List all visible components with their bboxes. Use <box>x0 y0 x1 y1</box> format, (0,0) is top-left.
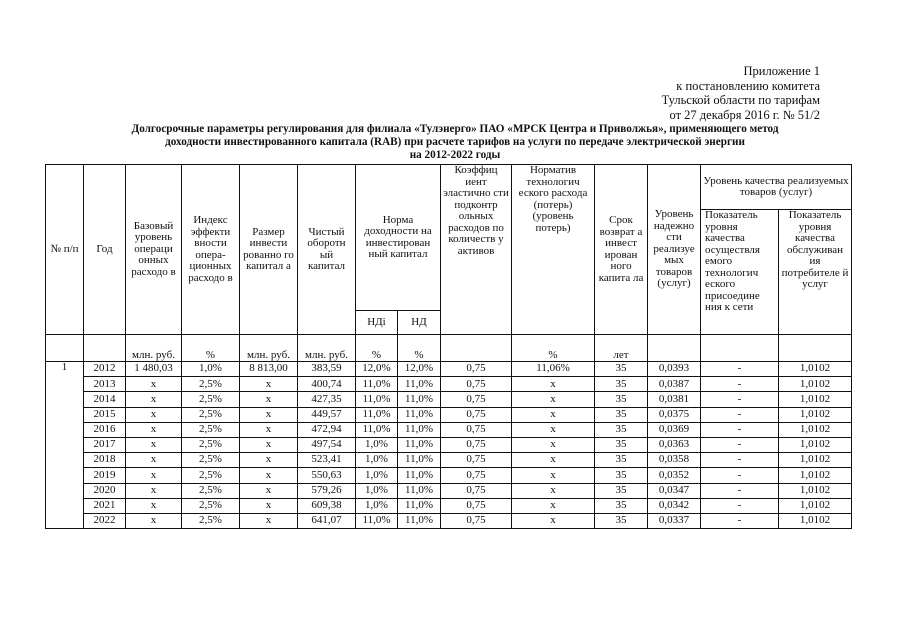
table-cell: x <box>512 392 595 407</box>
table-cell: 0,75 <box>441 392 512 407</box>
table-cell: 0,75 <box>441 422 512 437</box>
header-return-period: Срок возврат а инвест ирован ного капита ла <box>595 165 648 335</box>
table-cell: x <box>126 392 182 407</box>
table-cell: 1,0102 <box>779 377 852 392</box>
header-base-costs: Базовый уровень операци онных расходо в <box>126 165 182 335</box>
table-cell: 2,5% <box>182 498 240 513</box>
header-year: Год <box>84 165 126 335</box>
table-cell: 1,0102 <box>779 392 852 407</box>
table-cell: 2,5% <box>182 513 240 528</box>
header-ndi: НДі <box>356 311 398 335</box>
table-cell: 0,0393 <box>648 362 701 377</box>
table-cell: 1,0102 <box>779 362 852 377</box>
table-cell: 0,0381 <box>648 392 701 407</box>
table-cell: x <box>240 392 298 407</box>
table-cell: x <box>126 468 182 483</box>
table-cell: x <box>126 437 182 452</box>
table-cell: 383,59 <box>298 362 356 377</box>
table-cell: x <box>126 513 182 528</box>
table-cell: 0,75 <box>441 513 512 528</box>
table-row <box>46 437 852 452</box>
unit-nd: % <box>398 335 441 362</box>
header-efficiency-index: Индекс эффекти вности опера- ционных расходо в <box>182 165 240 335</box>
table-cell: 35 <box>595 392 648 407</box>
table-row <box>46 513 852 528</box>
table-body <box>46 362 852 529</box>
table-cell: 0,0369 <box>648 422 701 437</box>
table-cell: 35 <box>595 453 648 468</box>
unit-return-period: лет <box>595 335 648 362</box>
table-row <box>46 392 852 407</box>
table-cell: - <box>701 392 779 407</box>
table-cell: 11,0% <box>356 392 398 407</box>
table-cell: 1,0% <box>356 437 398 452</box>
table-cell: 11,0% <box>398 377 441 392</box>
unit-invested-capital: млн. руб. <box>240 335 298 362</box>
table-cell: 0,0358 <box>648 453 701 468</box>
table-cell: 497,54 <box>298 437 356 452</box>
table-cell: x <box>512 483 595 498</box>
table-cell: 11,0% <box>398 468 441 483</box>
table-cell: - <box>701 468 779 483</box>
table-cell: 2,5% <box>182 468 240 483</box>
table-cell: 2021 <box>84 498 126 513</box>
table-cell: 2,5% <box>182 483 240 498</box>
table-cell: - <box>701 513 779 528</box>
table-header <box>46 165 852 362</box>
unit-efficiency-index: % <box>182 335 240 362</box>
header-quality: Уровень качества реализуемых товаров (услуг) <box>701 165 852 210</box>
table-cell: 2020 <box>84 483 126 498</box>
annex-line-4: от 27 декабря 2016 г. № 51/2 <box>669 107 820 122</box>
parameters-table <box>45 164 852 529</box>
unit-ndi: % <box>356 335 398 362</box>
table-row <box>46 468 852 483</box>
table-cell: - <box>701 437 779 452</box>
annex-line-3: Тульской области по тарифам <box>661 93 820 107</box>
table-cell: x <box>240 422 298 437</box>
table-cell: 449,57 <box>298 407 356 422</box>
table-cell: x <box>512 498 595 513</box>
table-cell: 2,5% <box>182 437 240 452</box>
table-cell: 1,0% <box>356 453 398 468</box>
table-cell: 1,0102 <box>779 483 852 498</box>
table-cell: 11,0% <box>398 422 441 437</box>
table-cell: 2016 <box>84 422 126 437</box>
table-cell: x <box>512 437 595 452</box>
table-cell: 35 <box>595 437 648 452</box>
table-cell: 1,0% <box>182 362 240 377</box>
table-cell: 1,0% <box>356 498 398 513</box>
table-cell: 0,0363 <box>648 437 701 452</box>
annex-line-2: к постановлению комитета <box>676 78 820 93</box>
annex-line-1: Приложение 1 <box>743 64 820 78</box>
table-cell: 11,0% <box>356 513 398 528</box>
table-cell: 400,74 <box>298 377 356 392</box>
header-reliability: Уровень надежно сти реализуе мых товаров (услуг) <box>648 165 701 335</box>
table-row <box>46 362 852 377</box>
table-cell: x <box>512 377 595 392</box>
table-cell: 2,5% <box>182 392 240 407</box>
table-cell: x <box>512 407 595 422</box>
table-cell: 2022 <box>84 513 126 528</box>
table-cell: 0,0375 <box>648 407 701 422</box>
header-quality-service: Показатель уровня качества обслуживан ия потребителе й услуг <box>779 210 852 335</box>
table-cell: 2,5% <box>182 407 240 422</box>
table-row <box>46 483 852 498</box>
table-cell: 1,0102 <box>779 422 852 437</box>
table-cell: 2014 <box>84 392 126 407</box>
header-invested-capital: Размер инвести рованно го капитал а <box>240 165 298 335</box>
table-cell: 35 <box>595 422 648 437</box>
table-cell: 0,75 <box>441 468 512 483</box>
table-cell: x <box>240 483 298 498</box>
table-cell: 1,0102 <box>779 498 852 513</box>
table-cell: x <box>512 513 595 528</box>
table-cell: 11,0% <box>398 407 441 422</box>
table-cell: 2,5% <box>182 453 240 468</box>
table-cell: 0,75 <box>441 377 512 392</box>
table-cell: 472,94 <box>298 422 356 437</box>
table-cell: x <box>512 453 595 468</box>
table-cell: 641,07 <box>298 513 356 528</box>
table-cell: 35 <box>595 362 648 377</box>
table-cell: 2,5% <box>182 422 240 437</box>
table-cell: x <box>240 437 298 452</box>
table-cell: 11,0% <box>398 483 441 498</box>
table-cell: 0,0352 <box>648 468 701 483</box>
table-cell: 0,0342 <box>648 498 701 513</box>
table-cell: 11,06% <box>512 362 595 377</box>
table-cell: 1 480,03 <box>126 362 182 377</box>
table-cell: 11,0% <box>398 513 441 528</box>
document-title <box>60 123 850 162</box>
table-row <box>46 422 852 437</box>
row-number: 1 <box>46 362 84 529</box>
table-cell: 523,41 <box>298 453 356 468</box>
table-cell: 1,0102 <box>779 437 852 452</box>
table-cell: x <box>126 498 182 513</box>
unit-loss-norm: % <box>512 335 595 362</box>
table-cell: x <box>240 377 298 392</box>
table-cell: 11,0% <box>398 392 441 407</box>
table-cell: 11,0% <box>356 377 398 392</box>
header-working-capital: Чистый оборотн ый капитал <box>298 165 356 335</box>
table-cell: 550,63 <box>298 468 356 483</box>
table-row <box>46 453 852 468</box>
table-cell: 0,75 <box>441 498 512 513</box>
table-cell: x <box>512 468 595 483</box>
table-cell: 1,0% <box>356 483 398 498</box>
table-cell: 12,0% <box>356 362 398 377</box>
table-cell: 1,0102 <box>779 453 852 468</box>
table-cell: x <box>240 513 298 528</box>
table-cell: 35 <box>595 483 648 498</box>
table-cell: x <box>512 422 595 437</box>
table-cell: 1,0102 <box>779 513 852 528</box>
table-cell: 2017 <box>84 437 126 452</box>
table-cell: 609,38 <box>298 498 356 513</box>
table-cell: 35 <box>595 377 648 392</box>
table-cell: - <box>701 498 779 513</box>
table-cell: 1,0102 <box>779 407 852 422</box>
table-cell: 35 <box>595 407 648 422</box>
table-cell: 0,75 <box>441 483 512 498</box>
table-cell: 2,5% <box>182 377 240 392</box>
annex-reference <box>662 64 820 122</box>
table-cell: 0,75 <box>441 437 512 452</box>
table-cell: x <box>126 483 182 498</box>
table-cell: x <box>240 407 298 422</box>
table-cell: - <box>701 377 779 392</box>
title-line-2: доходности инвестированного капитала (RAB) при расчете тарифов на услуги по передаче электрической энергии <box>165 136 745 148</box>
table-cell: 0,75 <box>441 407 512 422</box>
header-nd: НД <box>398 311 441 335</box>
unit-base-costs: млн. руб. <box>126 335 182 362</box>
table-row <box>46 498 852 513</box>
table-cell: 2013 <box>84 377 126 392</box>
table-cell: 2018 <box>84 453 126 468</box>
table-cell: 579,26 <box>298 483 356 498</box>
table-cell: 2015 <box>84 407 126 422</box>
table-cell: 0,0387 <box>648 377 701 392</box>
table-cell: x <box>126 453 182 468</box>
table-cell: 0,0337 <box>648 513 701 528</box>
table-row <box>46 407 852 422</box>
table-cell: 8 813,00 <box>240 362 298 377</box>
table-cell: - <box>701 483 779 498</box>
table-cell: 35 <box>595 513 648 528</box>
table-cell: x <box>240 468 298 483</box>
table-cell: 0,75 <box>441 362 512 377</box>
table-cell: x <box>126 377 182 392</box>
table-cell: 11,0% <box>398 498 441 513</box>
table-cell: - <box>701 362 779 377</box>
table-cell: - <box>701 453 779 468</box>
unit-working-capital: млн. руб. <box>298 335 356 362</box>
table-cell: 12,0% <box>398 362 441 377</box>
table-cell: 35 <box>595 498 648 513</box>
table-cell: x <box>126 407 182 422</box>
table-cell: 11,0% <box>356 407 398 422</box>
table-cell: 11,0% <box>398 437 441 452</box>
title-line-3: на 2012-2022 годы <box>409 149 501 161</box>
table-cell: 35 <box>595 468 648 483</box>
table-cell: 1,0102 <box>779 468 852 483</box>
table-cell: 2012 <box>84 362 126 377</box>
table-cell: 1,0% <box>356 468 398 483</box>
header-num: № п/п <box>46 165 84 335</box>
table-cell: 0,0347 <box>648 483 701 498</box>
header-quality-connection: Показатель уровня качества осуществля емого технологич еского присоедине ния к сети <box>701 210 779 335</box>
table-cell: x <box>240 498 298 513</box>
table-cell: 0,75 <box>441 453 512 468</box>
header-elasticity: Коэффиц иент эластично сти подконтр ольных расходов по количеств у активов <box>441 165 512 335</box>
table-cell: 427,35 <box>298 392 356 407</box>
table-cell: 11,0% <box>398 453 441 468</box>
table-cell: - <box>701 407 779 422</box>
table-cell: 11,0% <box>356 422 398 437</box>
header-loss-norm: Норматив технологич еского расхода (потерь) (уровень потерь) <box>512 165 595 335</box>
table-cell: x <box>126 422 182 437</box>
table-row <box>46 377 852 392</box>
title-line-1: Долгосрочные параметры регулирования для филиала «Тулэнерго» ПАО «МРСК Центра и Приволжья», применяющего метод <box>131 123 779 135</box>
header-return-rate: Норма доходности на инвестирован ный капитал <box>356 165 441 311</box>
table-cell: 2019 <box>84 468 126 483</box>
table-cell: x <box>240 453 298 468</box>
table-cell: - <box>701 422 779 437</box>
